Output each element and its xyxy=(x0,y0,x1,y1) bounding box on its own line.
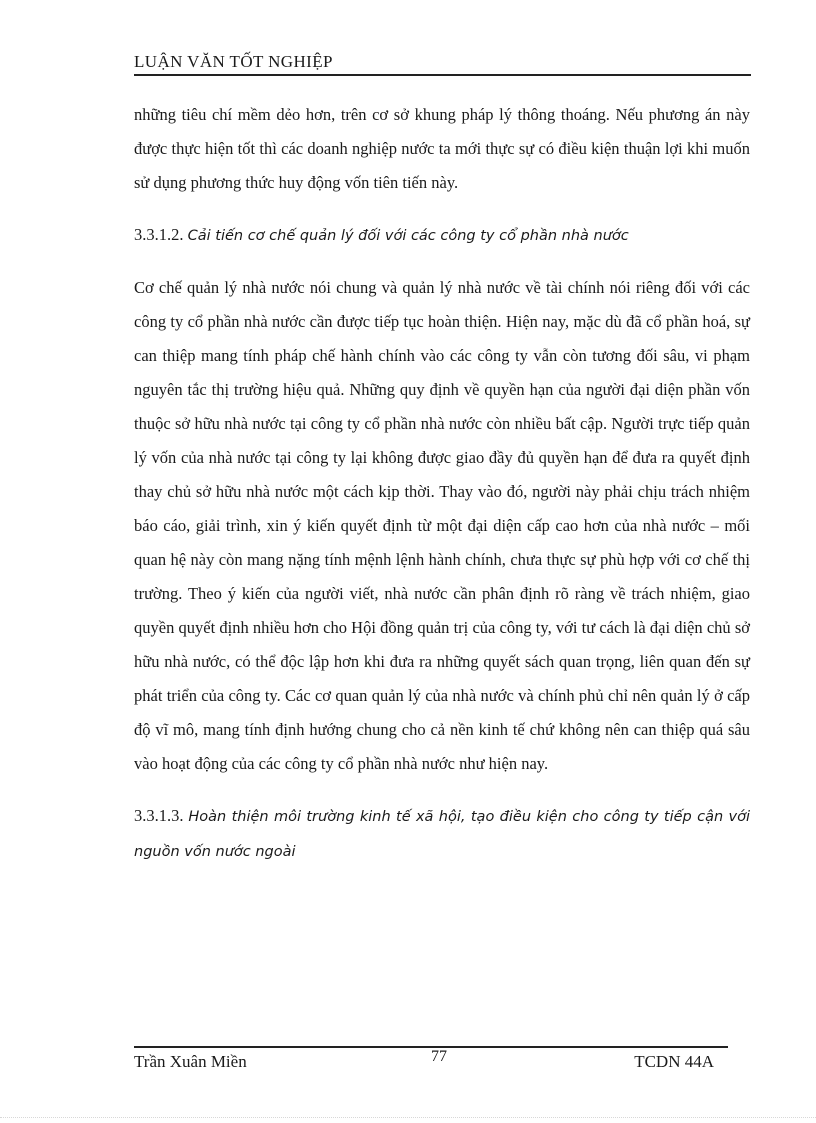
page-header xyxy=(134,52,751,76)
paragraph-1: những tiêu chí mềm dẻo hơn, trên cơ sở khung pháp lý thông thoáng. Nếu phương án này được thực hiện tốt thì các doanh nghiệp nước ta mới thực sự có điều kiện thuận lợi khi muốn sử dụng phương thức huy động vốn tiên tiến này. xyxy=(134,105,750,192)
footer-class: TCDN 44A xyxy=(634,1052,714,1071)
section-heading-3-3-1-3 xyxy=(134,799,750,869)
header-title: LUẬN VĂN TỐT NGHIỆP xyxy=(134,52,333,71)
section-number: 3.3.1.2. xyxy=(134,225,184,244)
section-title: Hoàn thiện môi trường kinh tế xã hội, tạo điều kiện cho công ty tiếp cận với nguồn vốn nước ngoài xyxy=(134,809,751,860)
footer-author: Trần Xuân Miền xyxy=(134,1052,247,1071)
section-title: Cải tiến cơ chế quản lý đối với các công ty cổ phần nhà nước xyxy=(187,228,629,244)
page-edge-divider xyxy=(0,1117,816,1118)
page-number: 77 xyxy=(431,1048,447,1065)
page-body xyxy=(134,98,750,887)
page-footer xyxy=(134,1046,728,1080)
paragraph-2: Cơ chế quản lý nhà nước nói chung và quản lý nhà nước về tài chính nói riêng đối với các công ty cổ phần nhà nước cần được tiếp tục hoàn thiện. Hiện nay, mặc dù đã cổ phần hoá, sự can thiệp mang tính pháp chế hành chính vào các công ty vẫn còn tương đối sâu, vi phạm nguyên tắc thị trường hiệu quả. Những quy định về quyền hạn của người đại diện phần vốn thuộc sở hữu nhà nước tại công ty cổ phần nhà nước còn nhiều bất cập. Người trực tiếp quản lý vốn của nhà nước tại công ty lại không được giao đầy đủ quyền hạn để đưa ra quyết định thay chủ sở hữu nhà nước một cách kịp thời. Thay vào đó, người này phải chịu trách nhiệm báo cáo, giải trình, xin ý kiến quyết định từ một đại diện cấp cao hơn của nhà nước – mối quan hệ này còn mang nặng tính mệnh lệnh hành chính, chưa thực sự phù hợp với cơ chế thị trường. Theo ý kiến của người viết, nhà nước cần phân định rõ ràng về trách nhiệm, giao quyền quyết định nhiều hơn cho Hội đồng quản trị của công ty, với tư cách là đại diện chủ sở hữu nhà nước, có thể độc lập hơn khi đưa ra những quyết sách quan trọng, liên quan đến sự phát triển của công ty. Các cơ quan quản lý của nhà nước và chính phủ chỉ nên quản lý ở cấp độ vĩ mô, mang tính định hướng chung cho cả nền kinh tế chứ không nên can thiệp quá sâu vào hoạt động của các công ty cổ phần nhà nước như hiện nay. xyxy=(134,278,750,773)
section-heading-3-3-1-2 xyxy=(134,218,750,253)
section-number: 3.3.1.3. xyxy=(134,806,184,825)
